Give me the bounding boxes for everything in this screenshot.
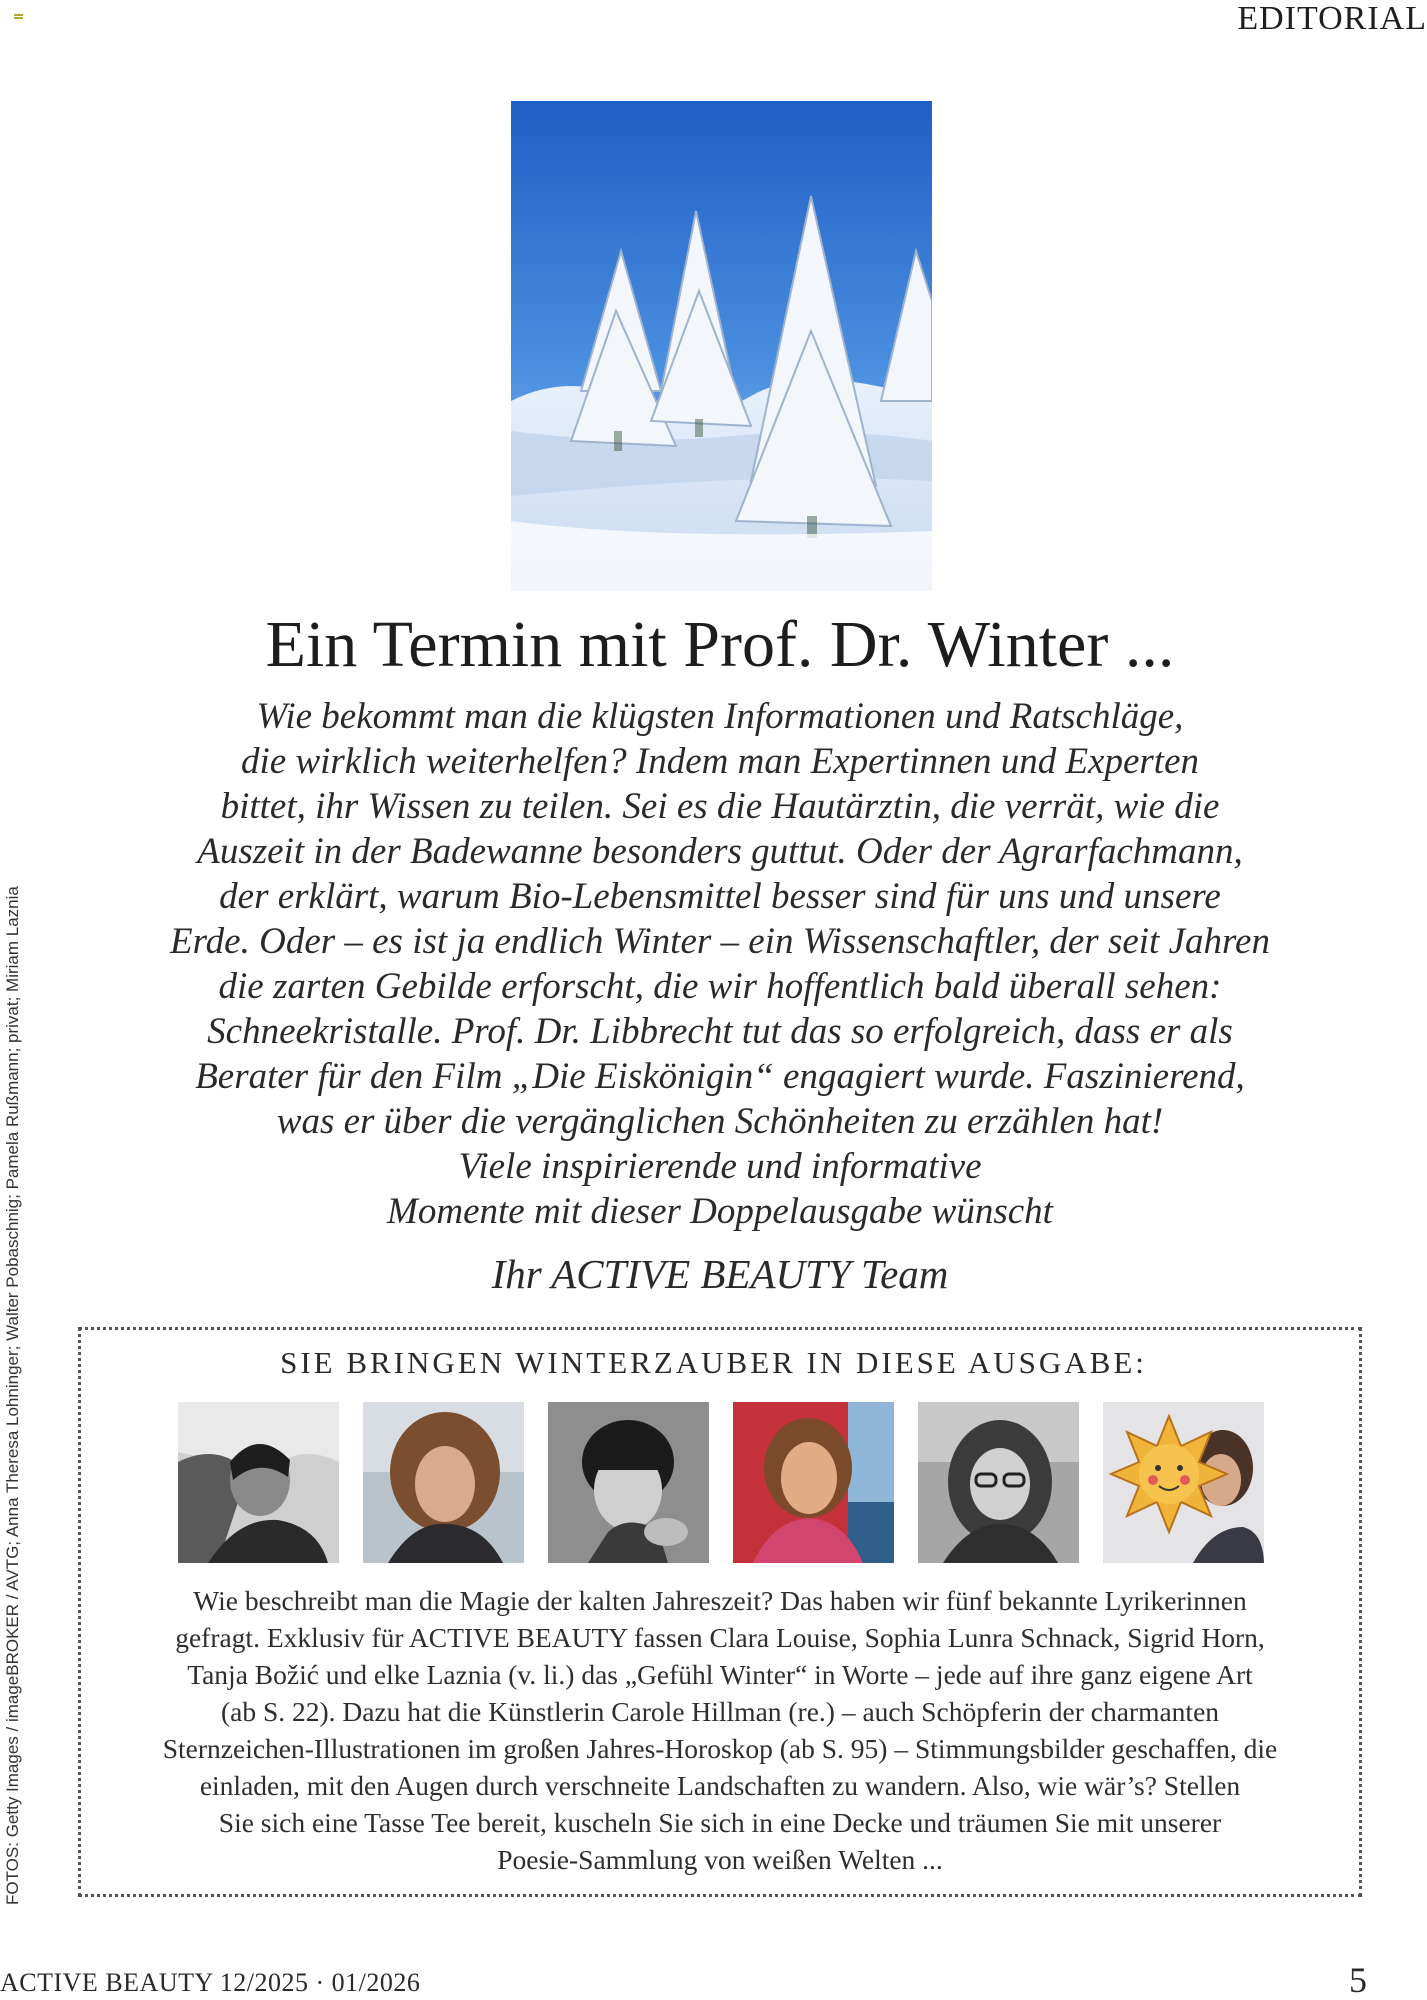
intro-line: was er über die vergänglichen Schönheiten zu erzählen hat! [276, 1101, 1164, 1142]
section-label: EDITORIAL [1237, 0, 1427, 37]
intro-text [120, 694, 1320, 1234]
intro-line: Schneekristalle. Prof. Dr. Libbrecht tut das so erfolgreich, dass er als [207, 1011, 1233, 1052]
portrait-tanja-bozic [733, 1402, 894, 1563]
contributors-text-line: Wie beschreibt man die Magie der kalten Jahreszeit? Das haben wir fünf bekannte Lyrikerinnen [193, 1585, 1247, 1616]
contributors-text-line: (ab S. 22). Dazu hat die Künstlerin Carole Hillman (re.) – auch Schöpferin der charmanten [220, 1696, 1220, 1727]
contributors-text-line: Sternzeichen-Illustrationen im großen Jahres-Horoskop (ab S. 95) – Stimmungsbilder geschaffen, die [162, 1733, 1278, 1764]
signature: Ihr ACTIVE BEAUTY Team [491, 1251, 949, 1297]
intro-line: Wie bekommt man die klügsten Informationen und Ratschläge, [256, 696, 1184, 737]
headline: Ein Termin mit Prof. Dr. Winter ... [265, 608, 1175, 681]
contributors-text-line: einladen, mit den Augen durch verschneite Landschaften zu wandern. Also, wie wär’s? Stellen [199, 1770, 1241, 1801]
portrait-elke-laznia [918, 1402, 1079, 1563]
portrait-clara-louise [178, 1402, 339, 1563]
contributors-text-line: gefragt. Exklusiv für ACTIVE BEAUTY fassen Clara Louise, Sophia Lunra Schnack, Sigrid Horn, [175, 1622, 1265, 1653]
intro-line: der erklärt, warum Bio-Lebensmittel besser sind für uns und unsere [219, 876, 1221, 917]
portrait-carole-hillman [1103, 1402, 1264, 1563]
hero-image-winter-trees [511, 101, 932, 591]
intro-line: die wirklich weiterhelfen? Indem man Expertinnen und Experten [241, 741, 1199, 782]
contributors-text-line: Tanja Božić und elke Laznia (v. li.) das „Gefühl Winter“ in Worte – jede auf ihre ganz eigene Art [187, 1659, 1253, 1690]
photo-credits: FOTOS: Getty Images / imageBROKER / AVTG; Anna Theresa Lohninger; Walter Pobaschnig; Pamela Rußmann; privat; Miriam Laznia [3, 886, 22, 1905]
issue-label: ACTIVE BEAUTY 12/2025 · 01/2026 [0, 1968, 421, 1997]
intro-line: Erde. Oder – es ist ja endlich Winter – ein Wissenschaftler, der seit Jahren [170, 921, 1270, 962]
page-number: 5 [1349, 1960, 1367, 2000]
intro-line: Auszeit in der Badewanne besonders guttut. Oder der Agrarfachmann, [197, 831, 1243, 872]
intro-line: bittet, ihr Wissen zu teilen. Sei es die Hautärztin, die verrät, wie die [220, 786, 1220, 827]
intro-line: Momente mit dieser Doppelausgabe wünscht [387, 1191, 1053, 1232]
contributors-text-line: Poesie-Sammlung von weißen Welten ... [497, 1844, 943, 1875]
intro-line: Viele inspirierende und informative [458, 1146, 982, 1187]
intro-line: Berater für den Film „Die Eiskönigin“ engagiert wurde. Faszinierend, [195, 1056, 1245, 1097]
portrait-sophia-lunra-schnack [363, 1402, 524, 1563]
portrait-sigrid-horn [548, 1402, 709, 1563]
contributors-text-line: Sie sich eine Tasse Tee bereit, kuscheln Sie sich in eine Decke und träumen Sie mit unserer [218, 1807, 1222, 1838]
corner-mark-icon [14, 14, 23, 21]
contributors-text [100, 1582, 1340, 1878]
contributors-heading: SIE BRINGEN WINTERZAUBER IN DIESE AUSGABE: [280, 1345, 1147, 1380]
intro-line: die zarten Gebilde erforscht, die wir hoffentlich bald überall sehen: [218, 966, 1222, 1007]
